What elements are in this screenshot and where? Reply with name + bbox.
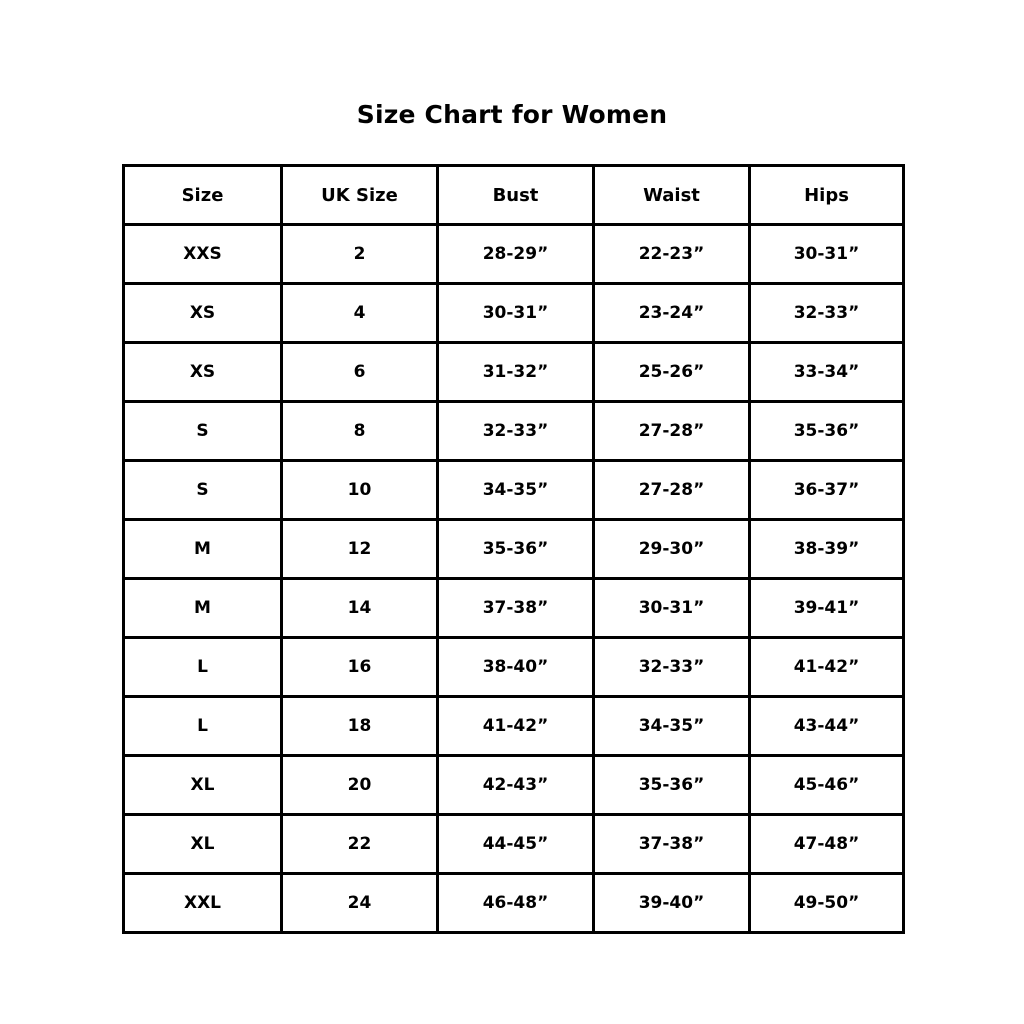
- cell-hips: 30-31”: [750, 225, 904, 284]
- column-header-waist: Waist: [594, 166, 750, 225]
- cell-uk-size: 16: [282, 638, 438, 697]
- cell-waist: 30-31”: [594, 579, 750, 638]
- table-header-row: [124, 166, 904, 225]
- table-row: [124, 520, 904, 579]
- cell-hips: 43-44”: [750, 697, 904, 756]
- cell-hips: 35-36”: [750, 402, 904, 461]
- cell-size: XXL: [124, 874, 282, 933]
- cell-uk-size: 4: [282, 284, 438, 343]
- cell-uk-size: 24: [282, 874, 438, 933]
- cell-hips: 49-50”: [750, 874, 904, 933]
- table-row: [124, 225, 904, 284]
- cell-size: XS: [124, 343, 282, 402]
- page-title: Size Chart for Women: [356, 100, 668, 129]
- column-header-uk-size: UK Size: [282, 166, 438, 225]
- cell-hips: 33-34”: [750, 343, 904, 402]
- table-row: [124, 284, 904, 343]
- cell-waist: 25-26”: [594, 343, 750, 402]
- cell-waist: 29-30”: [594, 520, 750, 579]
- cell-uk-size: 2: [282, 225, 438, 284]
- cell-bust: 37-38”: [438, 579, 594, 638]
- cell-waist: 34-35”: [594, 697, 750, 756]
- table-row: [124, 815, 904, 874]
- cell-size: XS: [124, 284, 282, 343]
- cell-size: XXS: [124, 225, 282, 284]
- cell-hips: 32-33”: [750, 284, 904, 343]
- cell-bust: 42-43”: [438, 756, 594, 815]
- cell-uk-size: 14: [282, 579, 438, 638]
- cell-bust: 38-40”: [438, 638, 594, 697]
- cell-bust: 32-33”: [438, 402, 594, 461]
- cell-waist: 27-28”: [594, 461, 750, 520]
- cell-waist: 23-24”: [594, 284, 750, 343]
- cell-waist: 32-33”: [594, 638, 750, 697]
- cell-waist: 39-40”: [594, 874, 750, 933]
- cell-hips: 36-37”: [750, 461, 904, 520]
- cell-size: M: [124, 579, 282, 638]
- cell-bust: 44-45”: [438, 815, 594, 874]
- cell-size: M: [124, 520, 282, 579]
- cell-hips: 41-42”: [750, 638, 904, 697]
- cell-hips: 47-48”: [750, 815, 904, 874]
- cell-waist: 22-23”: [594, 225, 750, 284]
- column-header-size: Size: [124, 166, 282, 225]
- cell-size: L: [124, 697, 282, 756]
- column-header-bust: Bust: [438, 166, 594, 225]
- cell-uk-size: 22: [282, 815, 438, 874]
- cell-uk-size: 8: [282, 402, 438, 461]
- table-row: [124, 343, 904, 402]
- column-header-hips: Hips: [750, 166, 904, 225]
- cell-uk-size: 18: [282, 697, 438, 756]
- cell-uk-size: 20: [282, 756, 438, 815]
- table-row: [124, 638, 904, 697]
- cell-waist: 37-38”: [594, 815, 750, 874]
- table-row: [124, 697, 904, 756]
- table-header: [124, 166, 904, 225]
- table-body: [124, 225, 904, 933]
- table-row: [124, 874, 904, 933]
- cell-waist: 27-28”: [594, 402, 750, 461]
- cell-hips: 45-46”: [750, 756, 904, 815]
- table-row: [124, 402, 904, 461]
- cell-size: XL: [124, 815, 282, 874]
- cell-size: S: [124, 402, 282, 461]
- cell-bust: 46-48”: [438, 874, 594, 933]
- size-table-container: [122, 164, 902, 934]
- cell-bust: 30-31”: [438, 284, 594, 343]
- size-table: [122, 164, 905, 934]
- cell-size: S: [124, 461, 282, 520]
- cell-hips: 39-41”: [750, 579, 904, 638]
- table-row: [124, 461, 904, 520]
- cell-bust: 41-42”: [438, 697, 594, 756]
- cell-size: XL: [124, 756, 282, 815]
- cell-uk-size: 10: [282, 461, 438, 520]
- cell-size: L: [124, 638, 282, 697]
- cell-uk-size: 12: [282, 520, 438, 579]
- cell-hips: 38-39”: [750, 520, 904, 579]
- table-row: [124, 579, 904, 638]
- cell-bust: 31-32”: [438, 343, 594, 402]
- cell-uk-size: 6: [282, 343, 438, 402]
- cell-bust: 35-36”: [438, 520, 594, 579]
- cell-waist: 35-36”: [594, 756, 750, 815]
- cell-bust: 34-35”: [438, 461, 594, 520]
- table-row: [124, 756, 904, 815]
- cell-bust: 28-29”: [438, 225, 594, 284]
